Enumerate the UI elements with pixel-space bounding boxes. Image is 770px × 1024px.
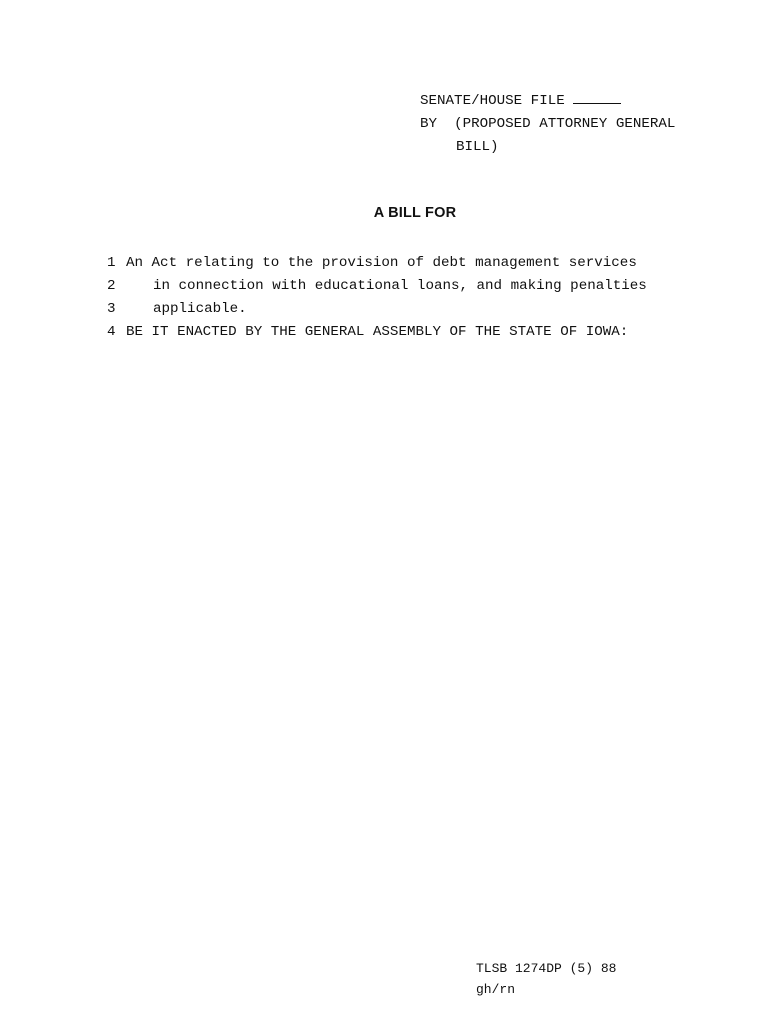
file-number-blank <box>573 91 621 104</box>
bill-footer <box>476 958 616 1000</box>
bill-line-4 <box>107 321 647 344</box>
file-label: SENATE/HOUSE FILE <box>420 93 565 109</box>
line-text: in connection with educational loans, and making penalties <box>153 278 647 294</box>
sponsor-line-1 <box>420 113 675 136</box>
line-number: 2 <box>107 278 116 294</box>
line-number: 4 <box>107 324 116 340</box>
by-label: BY <box>420 116 438 132</box>
bill-line-2 <box>107 275 647 298</box>
line-number: 3 <box>107 301 116 317</box>
line-number: 1 <box>107 255 116 271</box>
sponsor-line-2 <box>420 136 675 159</box>
line-text: An Act relating to the provision of debt management services <box>126 255 637 271</box>
footer-code: TLSB 1274DP (5) 88 <box>476 961 617 976</box>
footer-initials: gh/rn <box>476 982 516 997</box>
bill-title: A BILL FOR <box>373 205 457 221</box>
line-text: applicable. <box>153 301 247 317</box>
bill-header <box>420 90 675 159</box>
bill-line-1 <box>107 252 647 275</box>
file-line <box>420 90 675 113</box>
sponsor-text-2: BILL) <box>456 139 499 155</box>
sponsor-text-1: (PROPOSED ATTORNEY GENERAL <box>454 116 676 132</box>
line-text: BE IT ENACTED BY THE GENERAL ASSEMBLY OF THE STATE OF IOWA: <box>126 324 629 340</box>
bill-body <box>107 252 647 344</box>
bill-line-3 <box>107 298 647 321</box>
